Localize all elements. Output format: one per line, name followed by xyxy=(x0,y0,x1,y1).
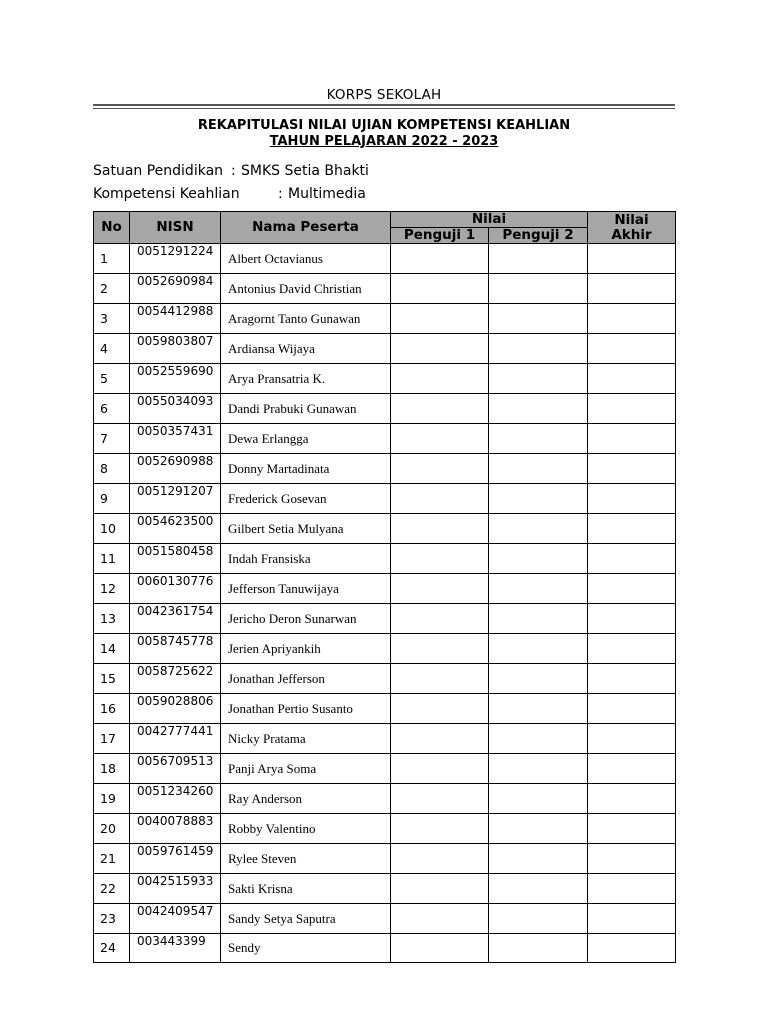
table-row xyxy=(94,334,676,364)
school-row xyxy=(93,163,369,179)
row-penguji-2[interactable] xyxy=(489,814,588,844)
header-nilai-akhir-line2: Akhir xyxy=(611,226,652,243)
row-nilai-akhir[interactable] xyxy=(588,724,676,754)
row-penguji-2[interactable] xyxy=(489,664,588,694)
row-nilai-akhir[interactable] xyxy=(588,424,676,454)
table-row xyxy=(94,304,676,334)
row-penguji-1[interactable] xyxy=(391,304,489,334)
row-nisn: 003443399 xyxy=(130,934,221,963)
table-row xyxy=(94,694,676,724)
table-row xyxy=(94,604,676,634)
row-penguji-2[interactable] xyxy=(489,934,588,963)
row-nilai-akhir[interactable] xyxy=(588,574,676,604)
table-row xyxy=(94,844,676,874)
row-penguji-2[interactable] xyxy=(489,304,588,334)
row-penguji-1[interactable] xyxy=(391,514,489,544)
row-nama: Dewa Erlangga xyxy=(221,424,391,454)
row-penguji-2[interactable] xyxy=(489,364,588,394)
row-no: 15 xyxy=(94,664,130,694)
row-penguji-2[interactable] xyxy=(489,544,588,574)
row-penguji-2[interactable] xyxy=(489,424,588,454)
row-no: 14 xyxy=(94,634,130,664)
row-penguji-1[interactable] xyxy=(391,334,489,364)
row-penguji-1[interactable] xyxy=(391,784,489,814)
header-rule-thin xyxy=(93,108,675,109)
header-nilai-akhir xyxy=(588,212,676,244)
row-nilai-akhir[interactable] xyxy=(588,484,676,514)
school-label: Satuan Pendidikan xyxy=(93,163,224,179)
row-penguji-1[interactable] xyxy=(391,844,489,874)
row-nama: Ardiansa Wijaya xyxy=(221,334,391,364)
row-nilai-akhir[interactable] xyxy=(588,454,676,484)
competency-label: Kompetensi Keahlian xyxy=(93,186,240,202)
row-nisn: 0058725622 xyxy=(130,664,221,694)
row-nama: Ray Anderson xyxy=(221,784,391,814)
row-nilai-akhir[interactable] xyxy=(588,754,676,784)
header-penguji-2: Penguji 2 xyxy=(489,228,588,244)
row-penguji-1[interactable] xyxy=(391,454,489,484)
table-row xyxy=(94,784,676,814)
row-nilai-akhir[interactable] xyxy=(588,394,676,424)
row-no: 16 xyxy=(94,694,130,724)
row-penguji-1[interactable] xyxy=(391,664,489,694)
header-no: No xyxy=(94,212,130,244)
row-nama: Indah Fransiska xyxy=(221,544,391,574)
competency-colon: : xyxy=(278,186,283,202)
row-no: 13 xyxy=(94,604,130,634)
row-nama: Frederick Gosevan xyxy=(221,484,391,514)
row-nilai-akhir[interactable] xyxy=(588,544,676,574)
row-nisn: 0042361754 xyxy=(130,604,221,634)
competency-value: Multimedia xyxy=(288,186,366,202)
row-penguji-2[interactable] xyxy=(489,484,588,514)
row-nilai-akhir[interactable] xyxy=(588,844,676,874)
row-nama: Jerien Apriyankih xyxy=(221,634,391,664)
row-penguji-1[interactable] xyxy=(391,394,489,424)
table-row xyxy=(94,754,676,784)
row-penguji-1[interactable] xyxy=(391,244,489,274)
row-no: 4 xyxy=(94,334,130,364)
row-penguji-2[interactable] xyxy=(489,574,588,604)
table-row xyxy=(94,574,676,604)
row-nama: Robby Valentino xyxy=(221,814,391,844)
row-nisn: 0059028806 xyxy=(130,694,221,724)
row-nisn: 0052690984 xyxy=(130,274,221,304)
row-nama: Jericho Deron Sunarwan xyxy=(221,604,391,634)
row-penguji-2[interactable] xyxy=(489,334,588,364)
row-nama: Jonathan Jefferson xyxy=(221,664,391,694)
row-penguji-1[interactable] xyxy=(391,574,489,604)
row-no: 6 xyxy=(94,394,130,424)
row-nilai-akhir[interactable] xyxy=(588,874,676,904)
header-penguji-1: Penguji 1 xyxy=(391,228,489,244)
row-no: 17 xyxy=(94,724,130,754)
row-nama: Panji Arya Soma xyxy=(221,754,391,784)
table-row xyxy=(94,934,676,963)
row-penguji-2[interactable] xyxy=(489,274,588,304)
row-penguji-1[interactable] xyxy=(391,274,489,304)
table-row xyxy=(94,484,676,514)
row-nama: Rylee Steven xyxy=(221,844,391,874)
row-no: 23 xyxy=(94,904,130,934)
row-no: 10 xyxy=(94,514,130,544)
row-no: 1 xyxy=(94,244,130,274)
table-row xyxy=(94,454,676,484)
row-nama: Sakti Krisna xyxy=(221,874,391,904)
table-row xyxy=(94,244,676,274)
row-no: 21 xyxy=(94,844,130,874)
row-no: 7 xyxy=(94,424,130,454)
row-penguji-2[interactable] xyxy=(489,634,588,664)
row-penguji-2[interactable] xyxy=(489,724,588,754)
row-nisn: 0052690988 xyxy=(130,454,221,484)
table-row xyxy=(94,394,676,424)
row-penguji-2[interactable] xyxy=(489,904,588,934)
row-nisn: 0051291207 xyxy=(130,484,221,514)
row-nisn: 0051234260 xyxy=(130,784,221,814)
row-penguji-1[interactable] xyxy=(391,424,489,454)
title-line-1: REKAPITULASI NILAI UJIAN KOMPETENSI KEAHLIAN xyxy=(197,118,571,133)
row-penguji-2[interactable] xyxy=(489,844,588,874)
row-nama: Sendy xyxy=(221,934,391,963)
row-nilai-akhir[interactable] xyxy=(588,694,676,724)
row-penguji-1[interactable] xyxy=(391,544,489,574)
row-penguji-2[interactable] xyxy=(489,454,588,484)
table-row xyxy=(94,904,676,934)
row-nilai-akhir[interactable] xyxy=(588,604,676,634)
row-no: 22 xyxy=(94,874,130,904)
row-no: 9 xyxy=(94,484,130,514)
table-row xyxy=(94,724,676,754)
school-value: SMKS Setia Bhakti xyxy=(241,163,369,179)
row-nama: Gilbert Setia Mulyana xyxy=(221,514,391,544)
table-row xyxy=(94,514,676,544)
table-row xyxy=(94,634,676,664)
table-row xyxy=(94,274,676,304)
row-nisn: 0054412988 xyxy=(130,304,221,334)
row-nisn: 0051291224 xyxy=(130,244,221,274)
row-no: 24 xyxy=(94,934,130,963)
row-nisn: 0042515933 xyxy=(130,874,221,904)
row-nilai-akhir[interactable] xyxy=(588,814,676,844)
row-nama: Aragornt Tanto Gunawan xyxy=(221,304,391,334)
row-nisn: 0059803807 xyxy=(130,334,221,364)
row-penguji-2[interactable] xyxy=(489,514,588,544)
score-table xyxy=(93,211,676,963)
row-nilai-akhir[interactable] xyxy=(588,304,676,334)
row-nama: Donny Martadinata xyxy=(221,454,391,484)
header-nilai-akhir-line1: Nilai xyxy=(614,211,649,228)
row-penguji-1[interactable] xyxy=(391,814,489,844)
row-nilai-akhir[interactable] xyxy=(588,934,676,963)
row-nama: Jonathan Pertio Susanto xyxy=(221,694,391,724)
document-title xyxy=(0,118,768,150)
table-row xyxy=(94,424,676,454)
title-line-2: TAHUN PELAJARAN 2022 - 2023 xyxy=(269,134,499,149)
table-body xyxy=(94,244,676,963)
row-no: 20 xyxy=(94,814,130,844)
table-row xyxy=(94,544,676,574)
row-nama: Antonius David Christian xyxy=(221,274,391,304)
header-nilai: Nilai xyxy=(391,212,588,228)
row-penguji-1[interactable] xyxy=(391,694,489,724)
row-nisn: 0058745778 xyxy=(130,634,221,664)
row-penguji-2[interactable] xyxy=(489,244,588,274)
row-penguji-1[interactable] xyxy=(391,484,489,514)
row-nama: Nicky Pratama xyxy=(221,724,391,754)
row-nisn: 0040078883 xyxy=(130,814,221,844)
row-no: 8 xyxy=(94,454,130,484)
row-nilai-akhir[interactable] xyxy=(588,784,676,814)
row-nisn: 0059761459 xyxy=(130,844,221,874)
row-nilai-akhir[interactable] xyxy=(588,514,676,544)
header-rule-thick xyxy=(93,104,675,106)
row-nilai-akhir[interactable] xyxy=(588,244,676,274)
table-row xyxy=(94,874,676,904)
row-no: 5 xyxy=(94,364,130,394)
header-nama: Nama Peserta xyxy=(221,212,391,244)
row-penguji-2[interactable] xyxy=(489,874,588,904)
row-no: 11 xyxy=(94,544,130,574)
row-penguji-1[interactable] xyxy=(391,604,489,634)
row-nisn: 0051580458 xyxy=(130,544,221,574)
row-no: 2 xyxy=(94,274,130,304)
row-penguji-2[interactable] xyxy=(489,394,588,424)
row-nama: Dandi Prabuki Gunawan xyxy=(221,394,391,424)
row-nama: Albert Octavianus xyxy=(221,244,391,274)
row-nisn: 0060130776 xyxy=(130,574,221,604)
row-nisn: 0052559690 xyxy=(130,364,221,394)
row-penguji-2[interactable] xyxy=(489,694,588,724)
row-nilai-akhir[interactable] xyxy=(588,274,676,304)
header-nisn: NISN xyxy=(130,212,221,244)
row-nilai-akhir[interactable] xyxy=(588,364,676,394)
row-nisn: 0055034093 xyxy=(130,394,221,424)
row-penguji-1[interactable] xyxy=(391,874,489,904)
row-nama: Jefferson Tanuwijaya xyxy=(221,574,391,604)
row-penguji-1[interactable] xyxy=(391,724,489,754)
row-nama: Sandy Setya Saputra xyxy=(221,904,391,934)
row-penguji-1[interactable] xyxy=(391,634,489,664)
row-nilai-akhir[interactable] xyxy=(588,904,676,934)
row-penguji-2[interactable] xyxy=(489,754,588,784)
row-nilai-akhir[interactable] xyxy=(588,634,676,664)
row-penguji-2[interactable] xyxy=(489,784,588,814)
row-nisn: 0042777441 xyxy=(130,724,221,754)
row-nisn: 0042409547 xyxy=(130,904,221,934)
row-no: 18 xyxy=(94,754,130,784)
row-nisn: 0054623500 xyxy=(130,514,221,544)
org-header: KORPS SEKOLAH xyxy=(326,87,442,103)
row-penguji-1[interactable] xyxy=(391,934,489,963)
row-nisn: 0050357431 xyxy=(130,424,221,454)
table-row xyxy=(94,814,676,844)
table-row xyxy=(94,364,676,394)
row-penguji-2[interactable] xyxy=(489,604,588,634)
competency-row xyxy=(93,186,366,202)
row-penguji-1[interactable] xyxy=(391,754,489,784)
row-penguji-1[interactable] xyxy=(391,904,489,934)
row-nilai-akhir[interactable] xyxy=(588,334,676,364)
row-no: 3 xyxy=(94,304,130,334)
row-nisn: 0056709513 xyxy=(130,754,221,784)
row-penguji-1[interactable] xyxy=(391,364,489,394)
table-row xyxy=(94,664,676,694)
school-colon: : xyxy=(231,163,236,179)
row-nama: Arya Pransatria K. xyxy=(221,364,391,394)
row-no: 19 xyxy=(94,784,130,814)
row-nilai-akhir[interactable] xyxy=(588,664,676,694)
row-no: 12 xyxy=(94,574,130,604)
